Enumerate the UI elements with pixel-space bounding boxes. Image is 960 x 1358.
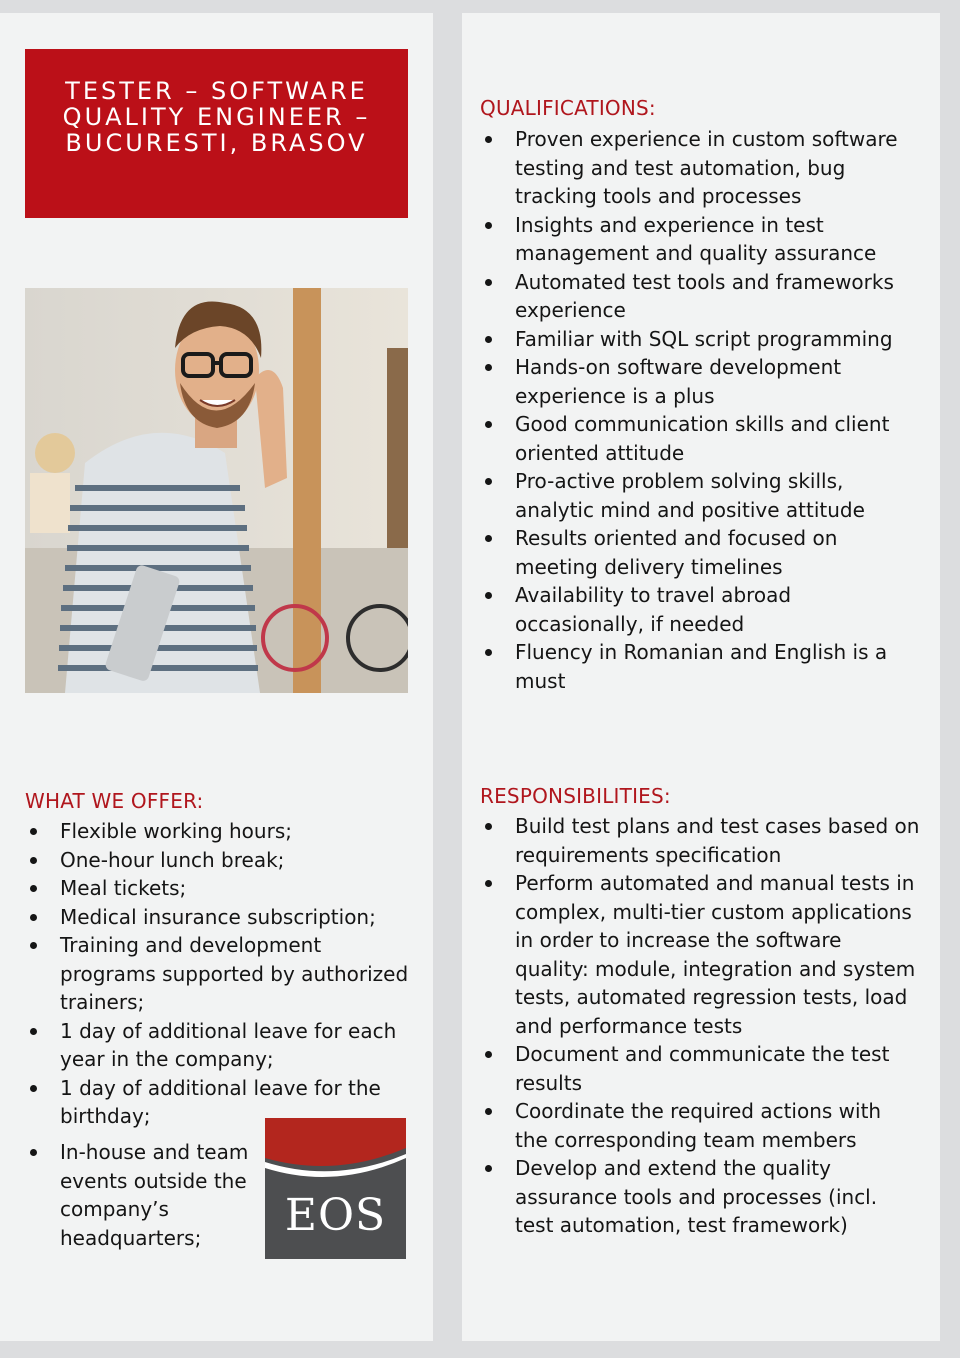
list-item: Proven experience in custom software testing and test automation, bug tracking tools and processes [480, 125, 920, 211]
list-item: Results oriented and focused on meeting delivery timelines [480, 524, 920, 581]
list-item: Training and development programs supported by authorized trainers; [25, 931, 415, 1017]
title-banner [25, 49, 408, 218]
list-item: In-house and team events outside the company’s headquarters; [25, 1138, 265, 1252]
qualifications-list [480, 125, 920, 695]
list-item: Availability to travel abroad occasionally, if needed [480, 581, 920, 638]
offer-list-continued [25, 1138, 265, 1252]
logo-text: EOS [284, 1190, 387, 1241]
job-title: TESTER – SOFTWARE QUALITY ENGINEER – BUCURESTI, BRASOV [62, 76, 371, 157]
list-item: Medical insurance subscription; [25, 903, 415, 932]
list-item: Familiar with SQL script programming [480, 325, 920, 354]
list-item: Good communication skills and client oriented attitude [480, 410, 920, 467]
list-item: Flexible working hours; [25, 817, 415, 846]
list-item: Develop and extend the quality assurance tools and processes (incl. test automation, test framework) [480, 1154, 920, 1240]
candidate-photo [25, 288, 408, 693]
photo-illustration [25, 288, 408, 693]
qualifications-heading: QUALIFICATIONS: [480, 96, 656, 120]
list-item: Build test plans and test cases based on requirements specification [480, 812, 920, 869]
list-item: Meal tickets; [25, 874, 415, 903]
list-item: Pro-active problem solving skills, analytic mind and positive attitude [480, 467, 920, 524]
eos-logo [265, 1118, 406, 1259]
list-item: 1 day of additional leave for the birthday; [25, 1074, 415, 1131]
list-item: One-hour lunch break; [25, 846, 415, 875]
list-item: Coordinate the required actions with the corresponding team members [480, 1097, 920, 1154]
offer-list [25, 817, 415, 1131]
list-item: Hands-on software development experience is a plus [480, 353, 920, 410]
offer-heading: WHAT WE OFFER: [25, 789, 204, 813]
responsibilities-list [480, 812, 920, 1240]
list-item: Fluency in Romanian and English is a must [480, 638, 920, 695]
list-item: Perform automated and manual tests in complex, multi-tier custom applications in order to increase the software quality: module, integration and system tests, automated regression tests, load and performance tests [480, 869, 920, 1040]
list-item: Document and communicate the test results [480, 1040, 920, 1097]
list-item: 1 day of additional leave for each year in the company; [25, 1017, 415, 1074]
list-item: Insights and experience in test management and quality assurance [480, 211, 920, 268]
list-item: Automated test tools and frameworks experience [480, 268, 920, 325]
responsibilities-heading: RESPONSIBILITIES: [480, 784, 671, 808]
